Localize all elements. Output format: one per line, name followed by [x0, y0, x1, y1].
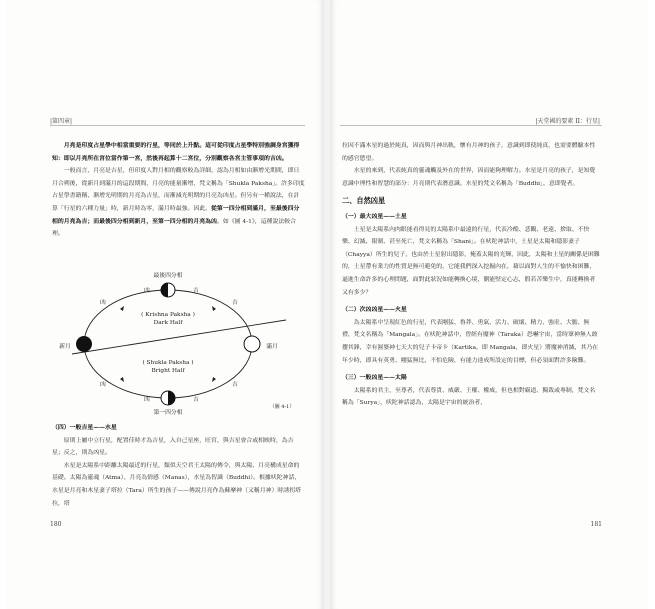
mercury-paragraph-3: 水星的來到，代表純真的靈魂觸及外在的世界，因而能夠理解力。水星是月亮的孩子，是知覺意識中理性和智慧的部分：月亮則代表潛意識。水星的梵文名稱為「Buddhi」，意即覺者。	[342, 168, 596, 187]
lead-paragraph: 月亮是印度占星學中相當重要的行星，等同於上升點。這可從印度占星學特別強調身宮獲得知：即以月亮所在宮位當作第一宮，然後再起算十二宮位，分別觀察各宮主管事項的吉凶。	[52, 142, 300, 162]
orbit-arrow-icon	[212, 377, 216, 382]
label-first-quarter: 第一四分相	[153, 410, 183, 416]
mercury-paragraph-1: 原則上屬中立行星，配置佳時才為吉星，入自己星座，旺宮，與吉星會合或相映時，為吉星；反之，則為凶星。	[52, 437, 294, 457]
right-text	[342, 140, 600, 410]
left-text-top	[52, 140, 305, 241]
bright-half-label-2: Bright Half	[151, 368, 185, 374]
new-moon-icon	[76, 336, 92, 352]
orbit-arrow-icon	[120, 377, 124, 382]
right-page	[330, 0, 648, 609]
subhead-saturn: （一）最大凶星——土星	[342, 212, 407, 220]
running-header: |天堂國的要素 II：行星|	[535, 118, 600, 125]
header-rule	[50, 125, 305, 126]
label-new-moon: 新月	[59, 344, 71, 350]
page-number: 180	[50, 521, 62, 528]
orbit-arrow-icon	[212, 306, 216, 311]
subhead-mercury: （四）一般吉星——水星	[52, 424, 117, 431]
continued-paragraph: 拉因不滿木星的過於純真，因而與月神出軌，懷有月神的孩子，意識到即使純真，也需要體驗本性的感官慾望。	[342, 143, 596, 162]
section-title: 二、自然凶星	[342, 196, 386, 206]
orbit-arrow-icon	[120, 306, 124, 311]
bright-half-label-1: ( Shukla Paksha )	[142, 360, 194, 366]
subhead-mars: （二）次凶凶星——火星	[342, 306, 407, 314]
label-last-quarter: 最後四分相	[153, 273, 183, 279]
mercury-paragraph-2: 水星是太陽系中距離太陽最近的行星，類似天空君王太陽的傳令，與太陽、月亮構成星命的基礎。太陽為靈魂（Atma）、月亮為情感（Manas），水星為智識（Buddhi）。根據吠陀神話，水星是月亮和木星妻子塔拉（Tara）所生的孩子——傳說月亮作為蘇摩神（又稱月神）時誘拐塔拉，塔	[52, 462, 301, 507]
moon-paragraph-end: 。如《圖 4-1》，這種說法較合理。	[52, 218, 297, 238]
dark-half-label-2: Dark Half	[153, 320, 183, 326]
dark-half-label-1: ( Krishna Paksha )	[141, 312, 195, 318]
mars-paragraph: 為太陽系中呈現紅色的行星，代表剛猛、魯莽、勇氣、活力、破壞、精力、強壯、大膽、無禮，梵文名稱為「Mangala」。在吠陀神話中，曾經有魔神（Taraka）恐嚇宇宙，當時眾神無人敢攖其鋒，幸有濕婆神七天大的兒子卡帝卡（Kartika，即 Mangala，即火星）將魔神消滅，其乃在年少時，即具有英勇、剛猛無比，不怕危險，有能力達成所設定的目標，但必須面對許多險難。	[342, 319, 599, 364]
left-page	[6, 0, 324, 609]
label-full-moon: 滿月	[266, 344, 278, 350]
moon-paragraph-emphasis: 從第一四分相到滿月，至最後四分相的月亮為吉；而最後四分相到新月，至第一四分相的月亮為凶	[52, 204, 300, 225]
page-number: 181	[590, 521, 602, 528]
moon-paragraph-text: 一般而言，月亮是吉星，但印度人對月相的觀察較為詳細，認為月相如由漸增光期間，即日月合朔後，從新月到滿月的這段期間，月亮的能量漸增，梵文稱為「Shukla Paksha」。許多印度占星學書籍稱，漸增光明期的月亮為吉星，而漸減光明期的月亮為凶星。但另有一種說法，在計算「行星的六種力量」時，新月時為零，滿月時最強。因此，	[52, 168, 305, 212]
running-header: |第四章|	[50, 118, 73, 125]
left-text-bottom	[52, 422, 305, 510]
tag-upper-left: 凶	[144, 288, 150, 294]
subhead-sun: （三）一般凶星——太陽	[342, 374, 407, 382]
last-quarter-shade	[161, 283, 168, 297]
tag-mid-left-lower: 凶	[100, 382, 106, 388]
moon-phase-diagram	[50, 268, 305, 418]
moon-paragraph	[52, 165, 305, 241]
tag-upper-right: 吉	[193, 288, 199, 294]
orbit-ellipse	[84, 290, 252, 398]
figure-caption: （圖 4-1）	[269, 404, 295, 410]
header-rule	[340, 125, 602, 126]
sun-paragraph: 太陽系的君主，至尊者，代表尊貴、威嚴、王權、權威，但也相對霸道、獨裁或專制，梵文名稱為「Surya」，吠陀神話認為，太陽是宇宙的統治者，	[342, 387, 596, 407]
saturn-paragraph: 土星是太陽系內肉眼能看得見的太陽系中最遠的行星，代表冷酷、悲觀、老遠、捨取、不快樂、幻滅、限制、甚至死亡，梵文名稱為「Shani」。在吠陀神話中，土星是太陽和隱影妻子（Chayya）所生的兒子，也由於土星射出隱影，掩蓋太陽的光輝，因此，太陽和土星的關係是困難的，土星帶有業力的性質是無可避免的，它能我們深入挖掘內在，藉以面對人生的不愉快和困難，逼進生命許多的心理問題，面對此狀況如能轉換心境，側能堅定心志，假若苦樂生中，真能轉換者又有多少？	[342, 226, 600, 296]
tag-lower-left: 凶	[144, 397, 150, 403]
tag-lower-right: 吉	[193, 397, 199, 403]
tag-mid-right-lower: 吉	[232, 382, 238, 388]
first-quarter-shade	[168, 391, 175, 405]
full-moon-icon	[244, 336, 260, 352]
tag-mid-right-upper: 吉	[232, 300, 238, 306]
tag-mid-left-upper: 凶	[100, 300, 106, 306]
